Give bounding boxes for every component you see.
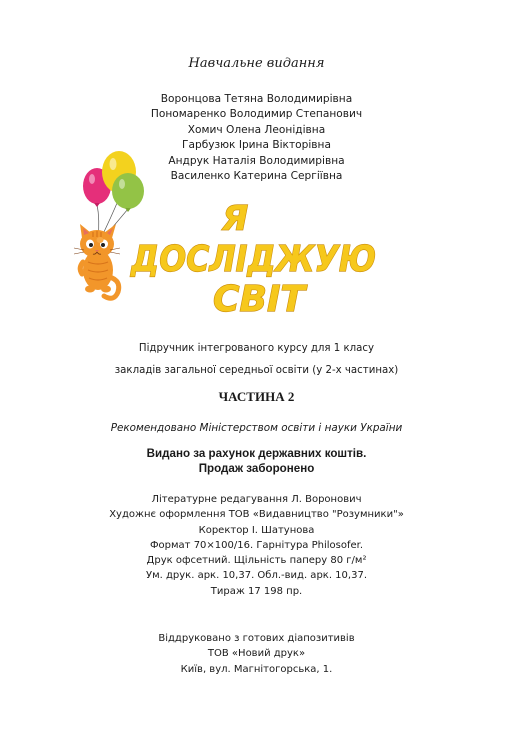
- book-description: [0, 338, 513, 382]
- author-name: Гарбузюк Ірина Вікторівна: [182, 139, 331, 152]
- description-line: закладів загальної середньої освіти (у 2-х частинах): [114, 365, 399, 376]
- imprint-line: Художнє оформлення ТОВ «Видавництво "Розумники"»: [109, 509, 404, 521]
- book-title: [130, 199, 376, 320]
- printer-line: ТОВ «Новий друк»: [207, 648, 306, 660]
- description-line: Підручник інтегрованого курсу для 1 класу: [138, 343, 375, 354]
- ministry-recommendation: Рекомендовано Міністерством освіти і науки України: [110, 422, 403, 434]
- printer-line: Київ, вул. Магнітогорська, 1.: [180, 663, 333, 675]
- cat-illustration: [74, 224, 120, 298]
- cover-illustration: [0, 0, 513, 330]
- imprint-line: Тираж 17 198 пр.: [210, 585, 303, 597]
- funding-notice: [0, 446, 513, 476]
- funding-line: Видано за рахунок державних коштів.: [146, 447, 367, 460]
- imprint-line: Літературне редагування Л. Воронович: [151, 494, 362, 505]
- edition-type: Навчальне видання: [188, 56, 325, 71]
- author-name: Воронцова Тетяна Володимирівна: [160, 93, 353, 105]
- funding-line: Продаж заборонено: [198, 462, 315, 475]
- imprint-line: Друк офсетний. Щільність паперу 80 г/м²: [146, 555, 367, 567]
- balloon-green: [112, 173, 144, 212]
- book-title-line2: ДОСЛІДЖУЮ: [130, 239, 376, 280]
- author-name: Пономаренко Володимир Степанович: [150, 108, 363, 121]
- imprint-line: Коректор І. Шатунова: [198, 524, 315, 536]
- book-part: ЧАСТИНА 2: [218, 389, 295, 404]
- imprint-details: [0, 492, 513, 599]
- author-name: Василенко Катерина Сергіївна: [170, 170, 343, 183]
- printer-line: Віддруковано з готових діапозитивів: [158, 633, 355, 644]
- printer-info: [0, 631, 513, 677]
- imprint-line: Ум. друк. арк. 10,37. Обл.-вид. арк. 10,37.: [146, 570, 367, 582]
- book-title-line1: Я: [222, 199, 249, 239]
- author-name: Андрук Наталія Володимирівна: [168, 154, 345, 167]
- author-name: Хомич Олена Леонідівна: [187, 123, 326, 136]
- imprint-line: Формат 70×100/16. Гарнітура Philosofer.: [149, 539, 364, 551]
- book-title-line3: СВІТ: [213, 279, 308, 320]
